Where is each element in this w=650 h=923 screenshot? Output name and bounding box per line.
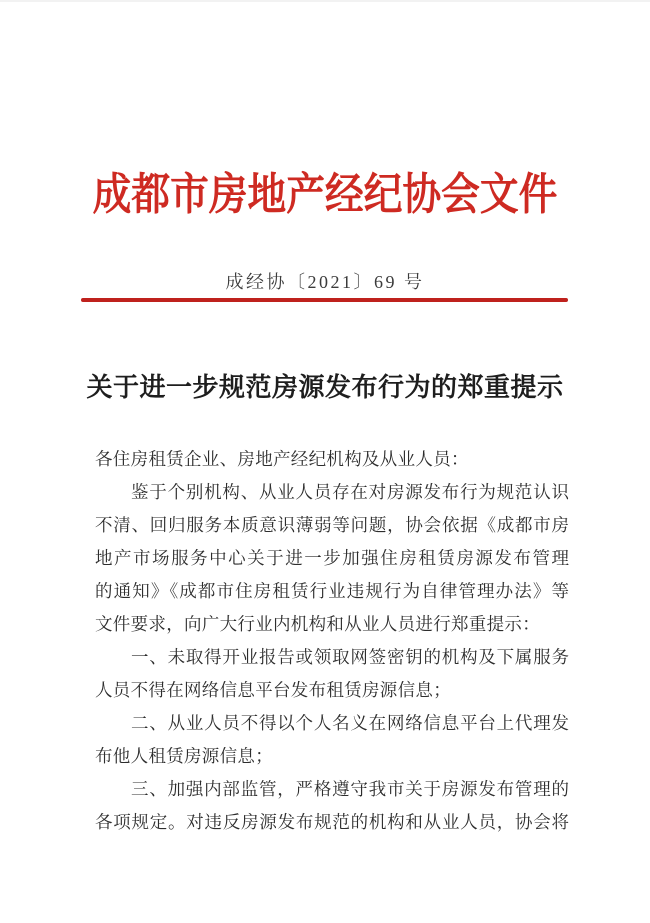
body-line-item-3: 三、加强内部监管，严格遵守我市关于房源发布管理的 (131, 779, 569, 799)
body-line-item-1: 一、未取得开业报告或领取网签密钥的机构及下属服务 (131, 647, 569, 667)
body-line: 鉴于个别机构、从业人员存在对房源发布行为规范认识 (131, 482, 569, 502)
body-line: 不清、回归服务本质意识薄弱等问题，协会依据《成都市房 (95, 515, 569, 535)
body-line-item-2: 二、从业人员不得以个人名义在网络信息平台上代理发 (131, 713, 569, 733)
body-line-salutation: 各住房租赁企业、房地产经纪机构及从业人员： (95, 449, 469, 469)
red-divider-line (81, 298, 568, 302)
scan-edge-artifact (0, 0, 650, 2)
body-line: 的通知》《成都市住房租赁行业违规行为自律管理办法》等 (95, 581, 569, 601)
document-number: 成经协〔2021〕69 号 (225, 272, 425, 292)
body-line: 地产市场服务中心关于进一步加强住房租赁房源发布管理 (95, 548, 569, 568)
body-line: 各项规定。对违反房源发布规范的机构和从业人员，协会将 (95, 812, 569, 832)
document-title: 关于进一步规范房源发布行为的郑重提示 (86, 373, 564, 402)
body-line: 布他人租赁房源信息； (95, 746, 273, 766)
body-line: 人员不得在网络信息平台发布租赁房源信息； (95, 680, 451, 700)
agency-header-title: 成都市房地产经纪协会文件 (92, 170, 558, 219)
document-body (95, 443, 569, 839)
body-line: 文件要求，向广大行业内机构和从业人员进行郑重提示： (95, 614, 540, 634)
